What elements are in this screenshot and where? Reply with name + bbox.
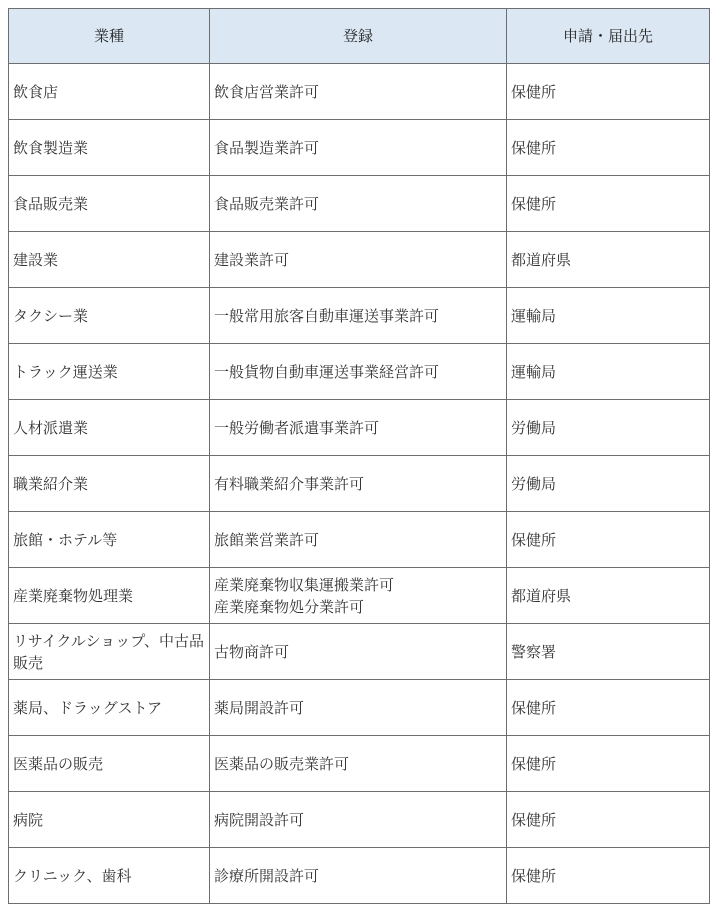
cell-industry: リサイクルショップ、中古品販売 [9,624,210,680]
license-name: 診療所開設許可 [214,866,320,885]
cell-license [210,176,507,232]
cell-license [210,848,507,904]
header-industry: 業種 [9,9,210,64]
cell-industry: 建設業 [9,232,210,288]
cell-license [210,120,507,176]
cell-industry: 職業紹介業 [9,456,210,512]
cell-office: 保健所 [507,64,710,120]
cell-office: 保健所 [507,680,710,736]
license-name: 古物商許可 [214,642,290,661]
cell-industry: 飲食店 [9,64,210,120]
cell-license [210,680,507,736]
license-name: 建設業許可 [214,250,290,269]
cell-industry: トラック運送業 [9,344,210,400]
table-row [9,288,710,344]
table-row [9,736,710,792]
cell-license [210,736,507,792]
table-row [9,64,710,120]
cell-industry: タクシー業 [9,288,210,344]
cell-industry: 医薬品の販売 [9,736,210,792]
table-row [9,792,710,848]
table-row [9,456,710,512]
cell-license [210,400,507,456]
license-name: 薬局開設許可 [214,698,305,717]
table-header-row [9,9,710,64]
table-row [9,344,710,400]
cell-industry: 産業廃棄物処理業 [9,568,210,624]
license-name: 有料職業紹介事業許可 [214,474,365,493]
header-license: 登録 [210,9,507,64]
cell-office: 保健所 [507,792,710,848]
license-name: 旅館業営業許可 [214,530,320,549]
cell-industry: 薬局、ドラッグストア [9,680,210,736]
cell-industry: クリニック、歯科 [9,848,210,904]
table-row [9,120,710,176]
cell-industry: 食品販売業 [9,176,210,232]
license-name: 飲食店営業許可 [214,82,320,101]
cell-license [210,344,507,400]
cell-industry: 病院 [9,792,210,848]
license-name: 産業廃棄物処分業許可 [214,597,365,616]
cell-office: 保健所 [507,512,710,568]
cell-industry: 旅館・ホテル等 [9,512,210,568]
license-name: 食品製造業許可 [214,138,320,157]
license-table [8,8,710,904]
table-row [9,512,710,568]
header-office: 申請・届出先 [507,9,710,64]
cell-office: 都道府県 [507,232,710,288]
table-row [9,176,710,232]
license-name: 一般貨物自動車運送事業経営許可 [214,362,440,381]
cell-office: 警察署 [507,624,710,680]
cell-office: 都道府県 [507,568,710,624]
table-row [9,568,710,624]
cell-office: 運輸局 [507,344,710,400]
cell-office: 保健所 [507,120,710,176]
license-name: 一般常用旅客自動車運送事業許可 [214,306,440,325]
table-row [9,624,710,680]
license-name: 病院開設許可 [214,810,305,829]
license-name: 医薬品の販売業許可 [214,754,350,773]
cell-office: 労働局 [507,456,710,512]
license-name: 食品販売業許可 [214,194,320,213]
cell-license [210,288,507,344]
cell-office: 保健所 [507,736,710,792]
license-name: 産業廃棄物収集運搬業許可 [214,575,395,594]
table-row [9,400,710,456]
cell-license [210,512,507,568]
table-row [9,848,710,904]
cell-office: 保健所 [507,176,710,232]
cell-office: 運輸局 [507,288,710,344]
cell-office: 保健所 [507,848,710,904]
cell-industry: 飲食製造業 [9,120,210,176]
cell-license [210,456,507,512]
table-body [9,64,710,904]
license-name: 一般労働者派遣事業許可 [214,418,380,437]
cell-license [210,792,507,848]
cell-license [210,624,507,680]
cell-license [210,568,507,624]
table-row [9,680,710,736]
cell-office: 労働局 [507,400,710,456]
cell-license [210,64,507,120]
cell-license [210,232,507,288]
cell-industry: 人材派遣業 [9,400,210,456]
table-row [9,232,710,288]
